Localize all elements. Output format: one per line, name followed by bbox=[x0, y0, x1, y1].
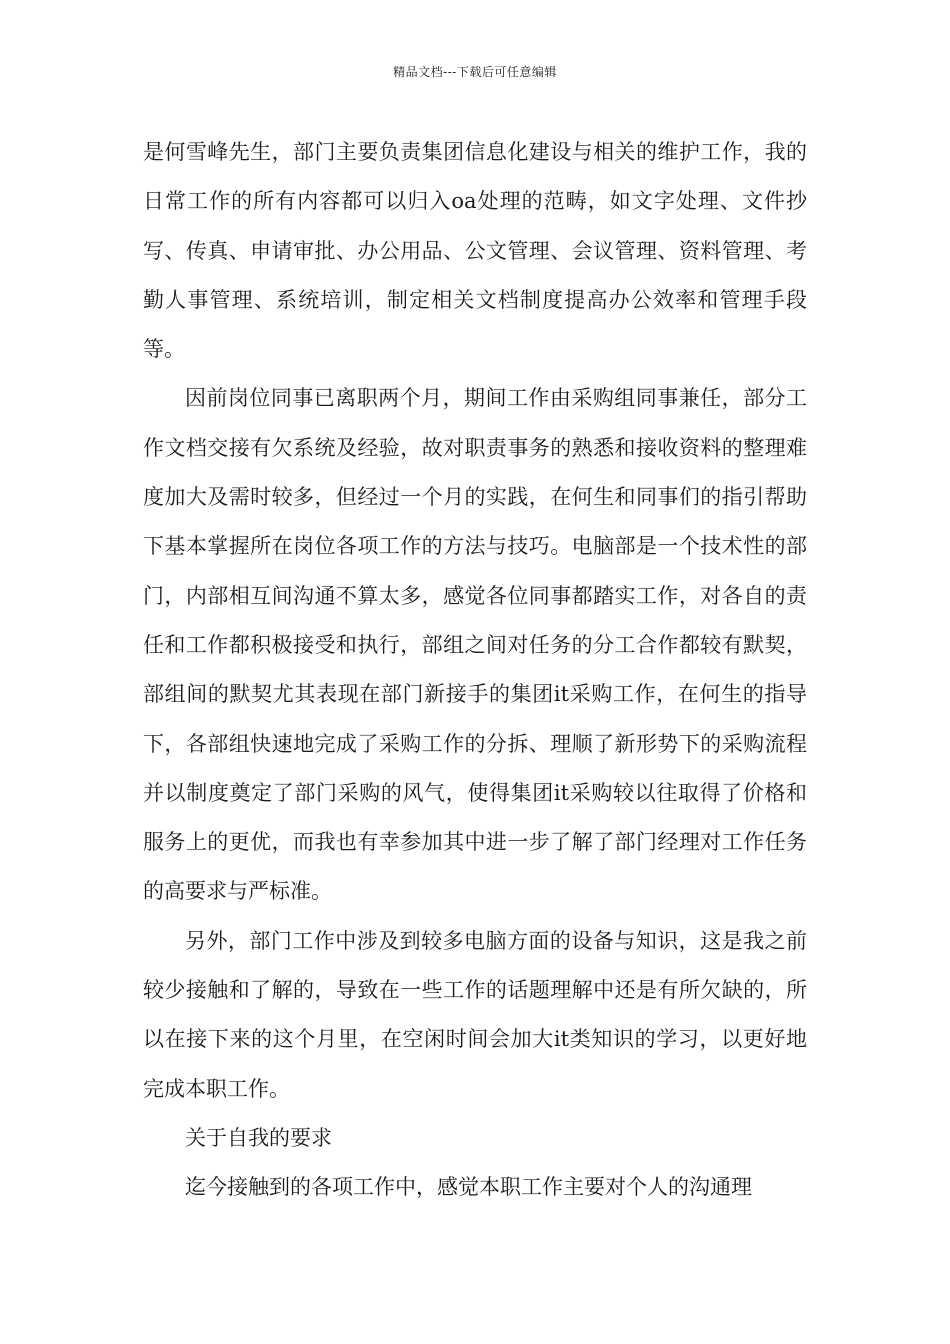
paragraph-3: 另外，部门工作中涉及到较多电脑方面的设备与知识，这是我之前较少接触和了解的，导致在一些工作的话题理解中还是有所欠缺的，所以在接下来的这个月里，在空闲时间会加大it类知识的学习，以更好地完成本职工作。 bbox=[143, 928, 807, 1101]
section-heading: 关于自我的要求 bbox=[185, 1125, 332, 1150]
paragraph-2: 因前岗位同事已离职两个月，期间工作由采购组同事兼任，部分工作文档交接有欠系统及经验，故对职责事务的熟悉和接收资料的整理难度加大及需时较多，但经过一个月的实践，在何生和同事们的指引帮助下基本掌握所在岗位各项工作的方法与技巧。电脑部是一个技术性的部门，内部相互间沟通不算太多，感觉各位同事都踏实工作，对各自的责任和工作都积极接受和执行，部组之间对任务的分工合作都较有默契，部组间的默契尤其表现在部门新接手的集团it采购工作，在何生的指导下，各部组快速地完成了采购工作的分拆、理顺了新形势下的采购流程并以制度奠定了部门采购的风气，使得集团it采购较以往取得了价格和服务上的更优，而我也有幸参加其中进一步了解了部门经理对工作任务的高要求与严标准。 bbox=[143, 386, 807, 904]
page-header: 精品文档---下载后可任意编辑 bbox=[393, 65, 557, 79]
paragraph-1: 是何雪峰先生，部门主要负责集团信息化建设与相关的维护工作，我的日常工作的所有内容都可以归入oa处理的范畴，如文字处理、文件抄写、传真、申请审批、办公用品、公文管理、会议管理、资料管理、考勤人事管理、系统培训，制定相关文档制度提高办公效率和管理手段等。 bbox=[143, 140, 807, 362]
document-body bbox=[143, 128, 807, 1213]
paragraph-4: 迄今接触到的各项工作中，感觉本职工作主要对个人的沟通理 bbox=[185, 1175, 752, 1200]
